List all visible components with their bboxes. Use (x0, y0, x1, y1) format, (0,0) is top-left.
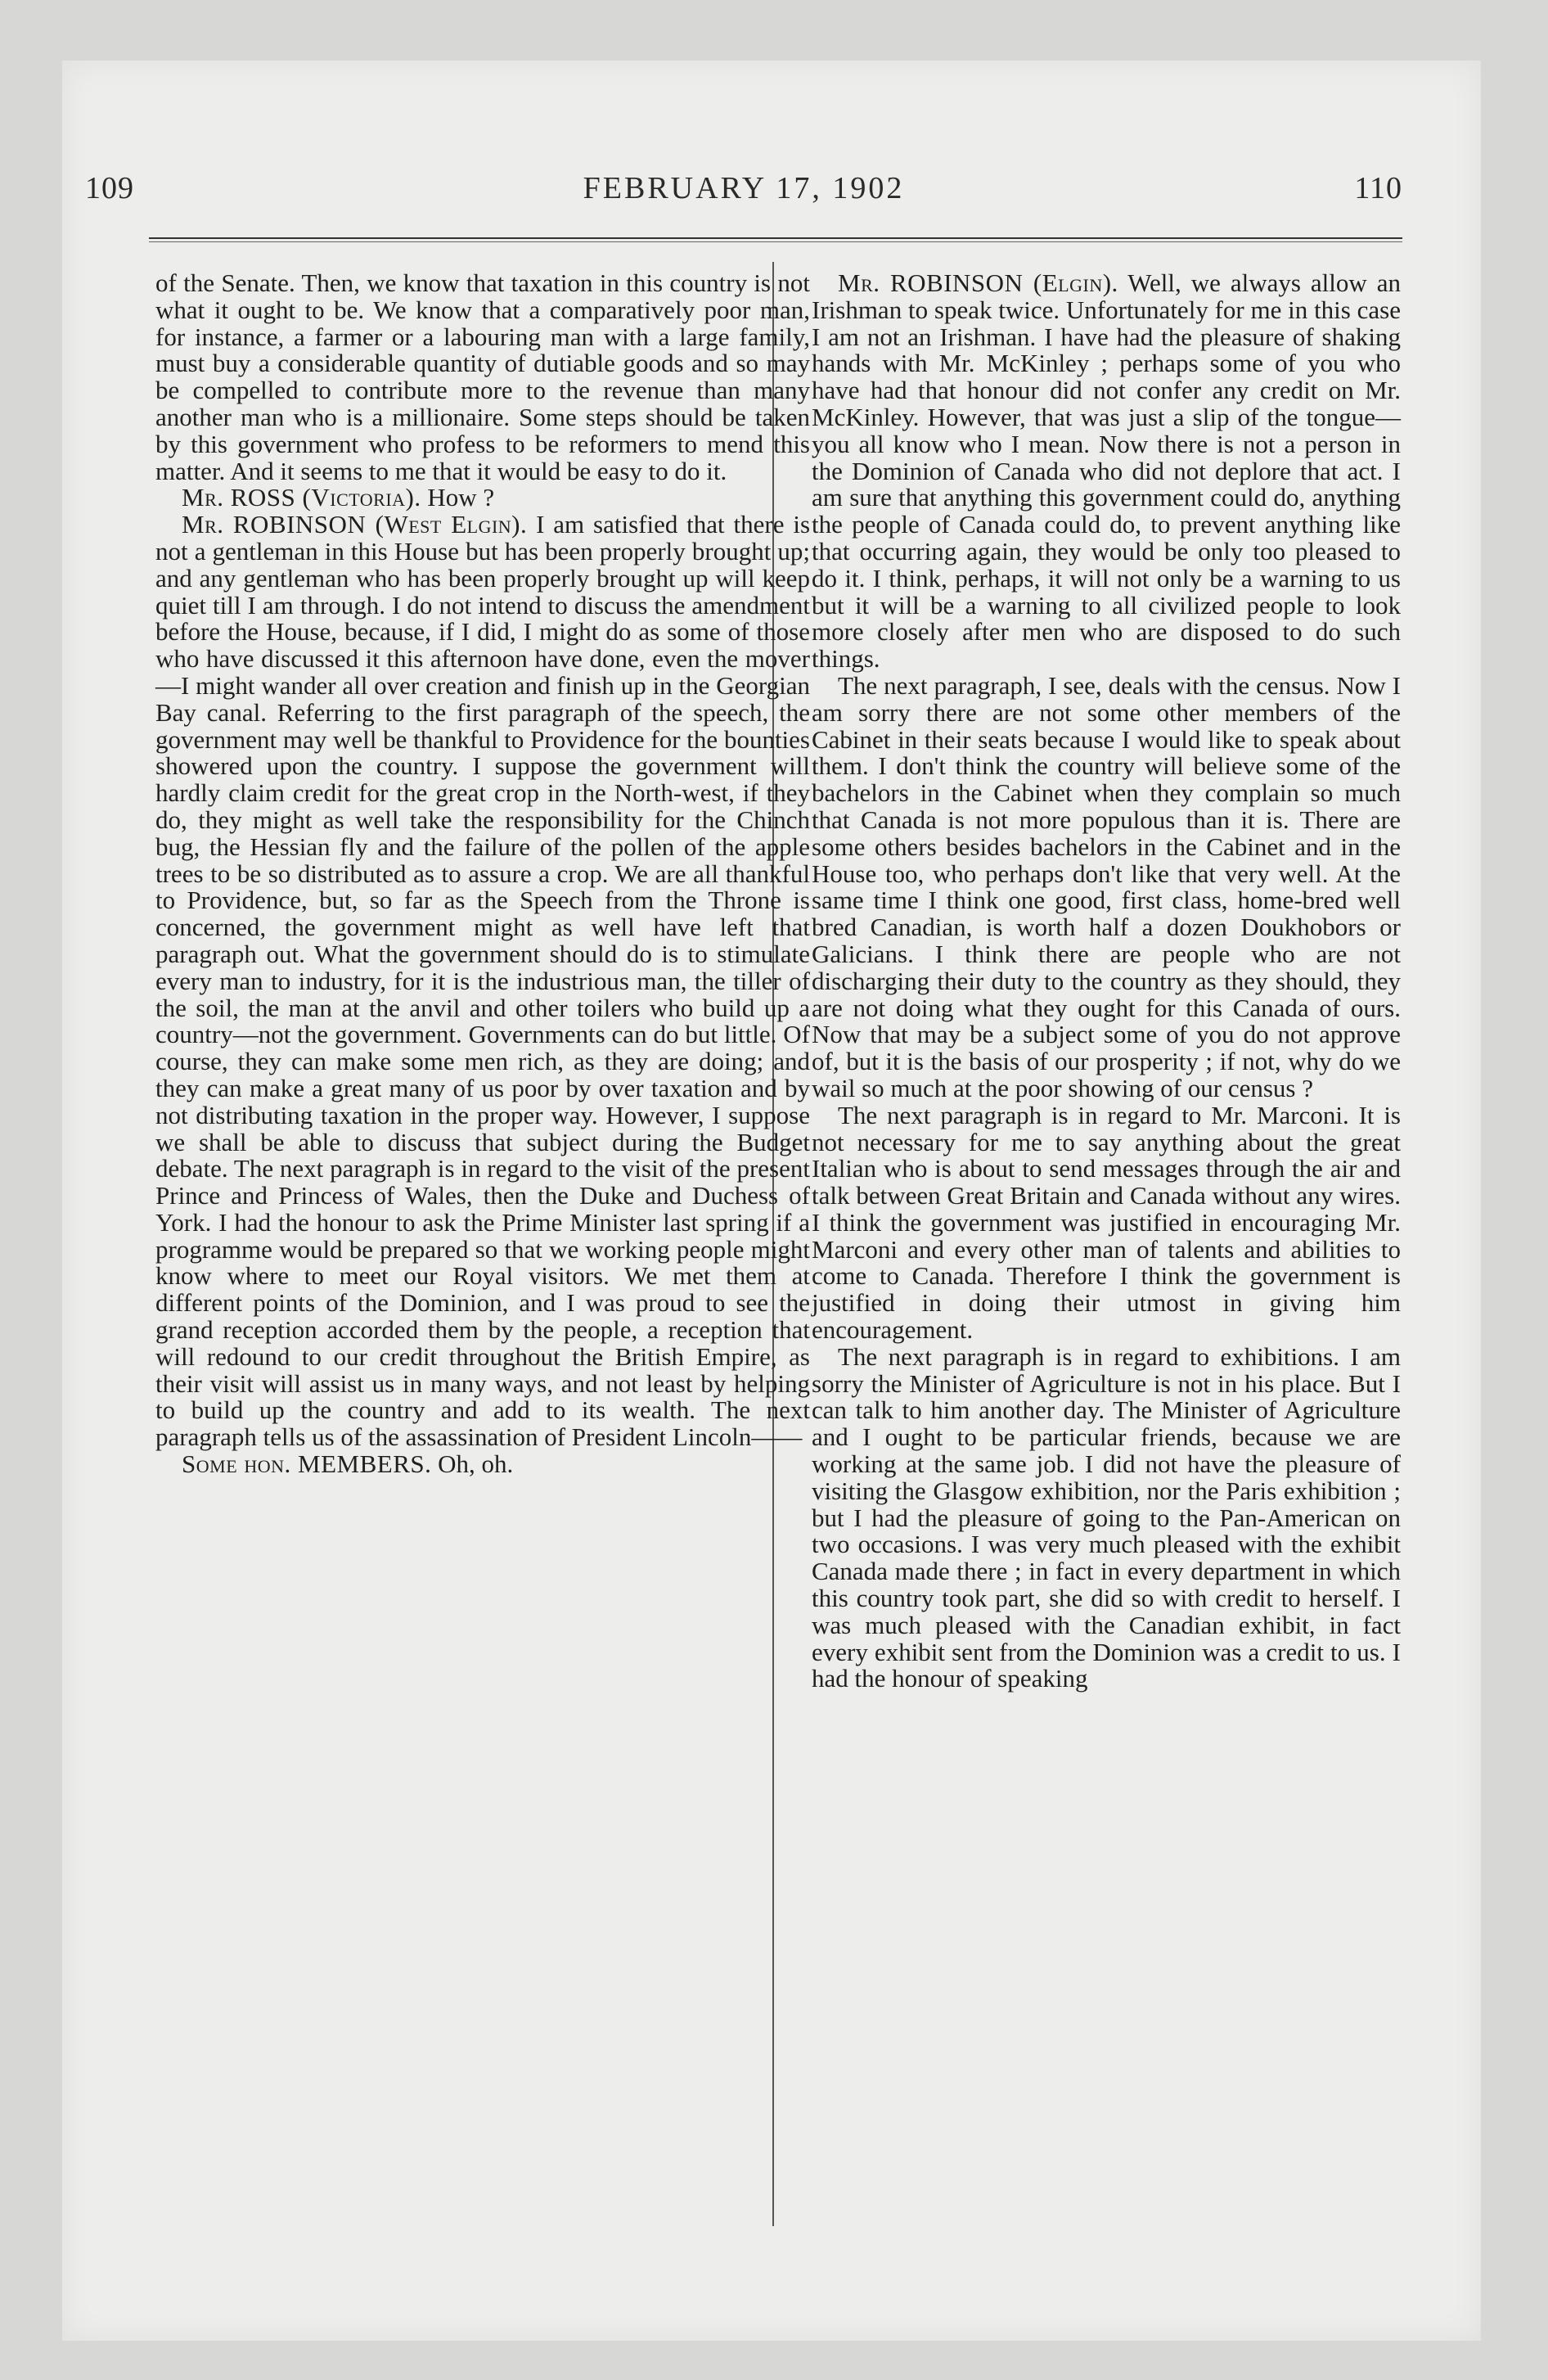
header-rule (149, 237, 1402, 242)
paragraph (812, 270, 1401, 673)
speech-text: Well, we always allow an Irishman to speak twice. Unfortunately for me in this case I am not an Irishman. I have had the pleasure of shaking hands with Mr. McKinley ; perhaps some of you who have had that honour did not confer any credit on Mr. McKinley. However, that was just a slip of the tongue—you all know who I mean. Now there is not a person in the Dominion of Canada who did not deplore that act. I am sure that anything this government could do, anything the people of Canada could do, to prevent anything like that occurring again, they would be only too pleased to do it. I think, perhaps, it will not only be a warning to us but it will be a warning to all civilized people to look more closely after men who are disposed to do such things. (812, 268, 1402, 674)
paragraph (155, 1451, 810, 1478)
page-header (85, 170, 1402, 219)
right-column (812, 270, 1401, 1693)
paragraph: The next paragraph is in regard to exhibitions. I am sorry the Minister of Agriculture is not in his place. But I can talk to him another day. The Minister of Agriculture and I ought to be particular friends, because we are working at the same job. I did not have the pleasure of visiting the Glasgow exhibition, nor the Paris exhibition ; but I had the pleasure of going to the Pan-American on two occasions. I was very much pleased with the exhibit Canada made there ; in fact in every department in which this country took part, she did so with credit to herself. I was much pleased with the Canadian exhibit, in fact every exhibit sent from the Dominion was a credit to us. I had the honour of speaking (812, 1341, 1401, 1693)
paragraph: The next paragraph, I see, deals with the census. Now I am sorry there are not some other members of the Cabinet in their seats because I would like to speak about them. I don't think the country will believe some of the bachelors in the Cabinet when they complain so much that Canada is not more populous than it is. There are some others besides bachelors in the Cabinet and in the House too, who perhaps don't like that very well. At the same time I think one good, first class, home-bred well bred Canadian, is worth half a dozen Doukhobors or Galicians. I think there are people who are not discharging their duty to the country as they should, they are not doing what they ought for this Canada of ours. Now that may be a subject some of you do not approve of, but it is the basis of our prosperity ; if not, why do we wail so much at the poor showing of our census ? (812, 670, 1401, 1102)
left-page-number: 109 (85, 171, 134, 205)
speaker-name: Some hon. MEMBERS. (182, 1449, 432, 1479)
paragraph (155, 485, 810, 512)
paragraph: of the Senate. Then, we know that taxation in this country is not what it ought to be. We know that a comparatively poor man, for instance, a farmer or a labouring man with a large family, must buy a considerable quantity of dutiable goods and so may be compelled to contribute more to the revenue than many another man who is a millionaire. Some steps should be taken by this government who profess to be reformers to mend this matter. And it seems to me that it would be easy to do it. (155, 268, 810, 485)
paragraph (155, 512, 810, 1451)
speech-text: How ? (427, 483, 495, 512)
speaker-name: Mr. ROBINSON (Elgin). (838, 268, 1118, 297)
left-column (155, 270, 810, 1478)
paragraph: The next paragraph is in regard to Mr. Marconi. It is not necessary for me to say anything about the great Italian who is about to send messages through the air and talk between Great Britain and Canada without any wires. I think the government was justified in encouraging Mr. Marconi and every other man of talents and abilities to come to Canada. Therefore I think the government is justified in doing their utmost in giving him encouragement. (812, 1100, 1401, 1345)
right-page-number: 110 (1354, 171, 1402, 205)
speaker-name: Mr. ROSS (Victoria). (182, 483, 421, 512)
speech-text: I am satisfied that there is not a gentleman in this House but has been properly brought up; and any gentleman who has been properly brought up will keep quiet till I am through. I do not intend to discuss the amendment before the House, because, if I did, I might do as some of those who have discussed it this afternoon have done, even the mover—I might wander all over creation and finish up in the Georgian Bay canal. Referring to the first paragraph of the speech, the government may well be thankful to Providence for the bounties showered upon the country. I suppose the government will hardly claim credit for the great crop in the North-west, if they do, they might as well take the responsibility for the Chinch bug, the Hessian fly and the failure of the pollen of the apple trees to be so distributed as to assure a crop. We are all thankful to Providence, but, so far as the Speech from the Throne is concerned, the government might as well have left that paragraph out. What the government should do is to stimulate every man to industry, for it is the industrious man, the tiller of the soil, the man at the anvil and other toilers who build up a country—not the government. Governments can do but little. Of course, they can make some men rich, as they are doing; and they can make a great many of us poor by over taxation and by not distributing taxation in the proper way. However, I suppose we shall be able to discuss that subject during the Budget debate. The next paragraph is in regard to the visit of the present Prince and Princess of Wales, then the Duke and Duchess of York. I had the honour to ask the Prime Minister last spring if a programme would be prepared so that we working people might know where to meet our Royal visitors. We met them at different points of the Dominion, and I was proud to see the grand reception accorded them by the people, a reception that will redound to our credit throughout the British Empire, as their visit will assist us in many ways, and not least by helping to build up the country and add to its wealth. The next paragraph tells us of the assassination of President Lincoln—— (155, 510, 811, 1452)
header-date: FEBRUARY 17, 1902 (583, 171, 905, 205)
speaker-name: Mr. ROBINSON (West Elgin). (182, 510, 528, 539)
speech-text: Oh, oh. (438, 1449, 514, 1479)
